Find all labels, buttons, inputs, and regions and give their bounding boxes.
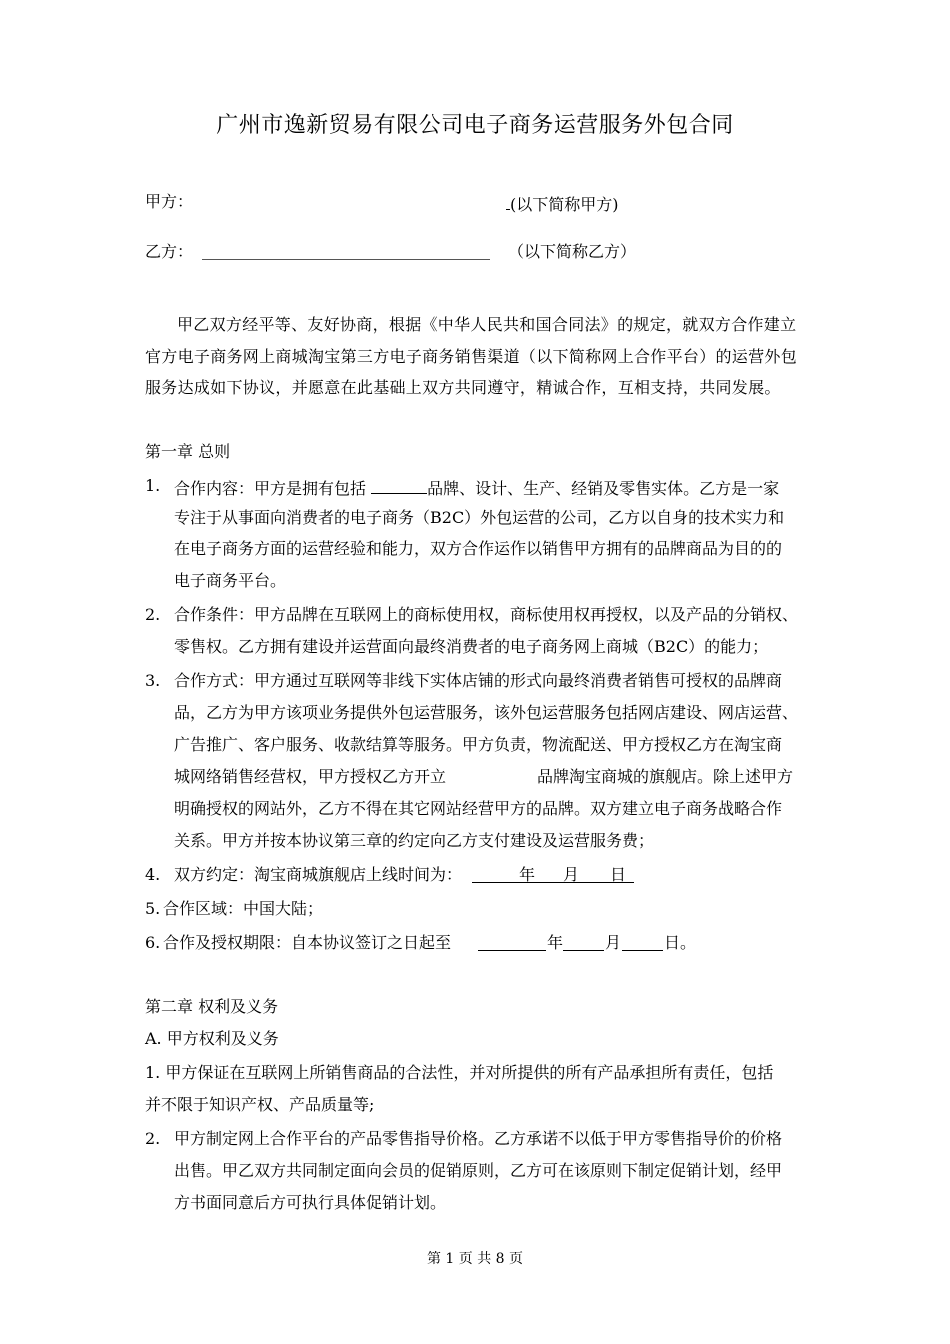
party-b-suffix: （以下简称乙方）: [508, 242, 637, 261]
item2-number: 2.: [145, 605, 161, 624]
item6-text: 合作及授权期限：自本协议签订之日起至: [163, 933, 452, 952]
item3-line-2: 品，乙方为甲方该项业务提供外包运营服务，该外包运营服务包括网店建设、网店运营、: [174, 703, 799, 722]
party-b-underline: [202, 259, 490, 260]
item3-line-4b: 品牌淘宝商城的旗舰店。除上述甲方: [537, 767, 794, 786]
page-number-footer: 第 1 页 共 8 页: [426, 1251, 524, 1267]
item1-line-2: 专注于从事面向消费者的电子商务（B2C）外包运营的公司，乙方以自身的技术实力和: [174, 508, 785, 527]
item4-year: 年: [519, 865, 536, 884]
item1-line-3: 在电子商务方面的运营经验和能力，双方合作运作以销售甲方拥有的品牌商品为目的的: [174, 539, 783, 558]
chapter2-sub-a: A. 甲方权利及义务: [145, 1029, 279, 1048]
c2-item2-line-2: 出售。甲乙双方共同制定面向会员的促销原则，乙方可在该原则下制定促销计划，经甲: [174, 1161, 783, 1180]
item1-line-1a: 合作内容：甲方是拥有包括: [174, 479, 372, 498]
chapter2-heading: 第二章 权利及义务: [145, 997, 279, 1016]
item1-line-1b: 品牌、设计、生产、经销及零售实体。乙方是一家: [427, 479, 780, 498]
item4-day: 日: [610, 865, 627, 884]
party-a-suffix-text: (以下简称甲方): [510, 195, 619, 214]
intro-line-2: 官方电子商务网上商城淘宝第三方电子商务销售渠道（以下简称网上合作平台）的运营外包: [145, 347, 798, 366]
item3-line-6: 关系。甲方并按本协议第三章的约定向乙方支付建设及运营服务费；: [174, 831, 655, 850]
item1-line-1: [174, 475, 779, 500]
item5-number: 5.: [145, 899, 161, 918]
contract-title: 广州市逸新贸易有限公司电子商务运营服务外包合同: [216, 113, 734, 138]
item3-number: 3.: [145, 671, 161, 690]
item3-line-3: 广告推广、客户服务、收款结算等服务。甲方负责，物流配送、甲方授权乙方在淘宝商: [174, 735, 783, 754]
intro-line-1: 甲乙双方经平等、友好协商，根据《中华人民共和国合同法》的规定，就双方合作建立: [177, 315, 797, 334]
item6-month: 月: [605, 933, 622, 952]
item6-day: 日。: [664, 933, 697, 952]
item2-line-2: 零售权。乙方拥有建设并运营面向最终消费者的电子商务网上商城（B2C）的能力；: [174, 637, 769, 656]
c2-item2-line-3: 方书面同意后方可执行具体促销计划。: [174, 1193, 447, 1212]
item6-number: 6.: [145, 933, 161, 952]
c2-item1-line-1: 1. 甲方保证在互联网上所销售商品的合法性，并对所提供的所有产品承担所有责任，包括: [145, 1063, 774, 1082]
item3-line-4a: 城网络销售经营权，甲方授权乙方开立: [174, 767, 447, 786]
item5-text: 合作区域：中国大陆；: [163, 899, 324, 918]
item6-year: 年: [547, 933, 564, 952]
item3-line-1: 合作方式：甲方通过互联网等非线下实体店铺的形式向最终消费者销售可授权的品牌商: [174, 671, 783, 690]
item1-line-4: 电子商务平台。: [174, 571, 287, 590]
intro-line-3: 服务达成如下协议，并愿意在此基础上双方共同遵守，精诚合作，互相支持，共同发展。: [145, 378, 781, 397]
brand-blank: [371, 475, 427, 494]
party-a-suffix: [506, 191, 619, 216]
item4-month: 月: [563, 865, 580, 884]
term-year-underline: [478, 950, 546, 951]
item4-number: 4.: [145, 865, 161, 884]
c2-item2-line-1: 甲方制定网上合作平台的产品零售指导价格。乙方承诺不以低于甲方零售指导价的价格: [174, 1129, 783, 1148]
chapter1-heading: 第一章 总则: [145, 442, 231, 461]
party-a-label: 甲方：: [145, 192, 194, 211]
item1-number: 1.: [145, 476, 161, 495]
term-day-underline: [622, 950, 663, 951]
item4-text: 双方约定：淘宝商城旗舰店上线时间为：: [174, 865, 463, 884]
c2-item2-number: 2.: [145, 1129, 161, 1148]
item3-line-5: 明确授权的网站外，乙方不得在其它网站经营甲方的品牌。双方建立电子商务战略合作: [174, 799, 783, 818]
item2-line-1: 合作条件：甲方品牌在互联网上的商标使用权，商标使用权再授权，以及产品的分销权、: [174, 605, 799, 624]
c2-item1-line-2: 并不限于知识产权、产品质量等;: [145, 1095, 375, 1114]
party-b-label: 乙方：: [145, 242, 194, 261]
term-month-underline: [563, 950, 604, 951]
